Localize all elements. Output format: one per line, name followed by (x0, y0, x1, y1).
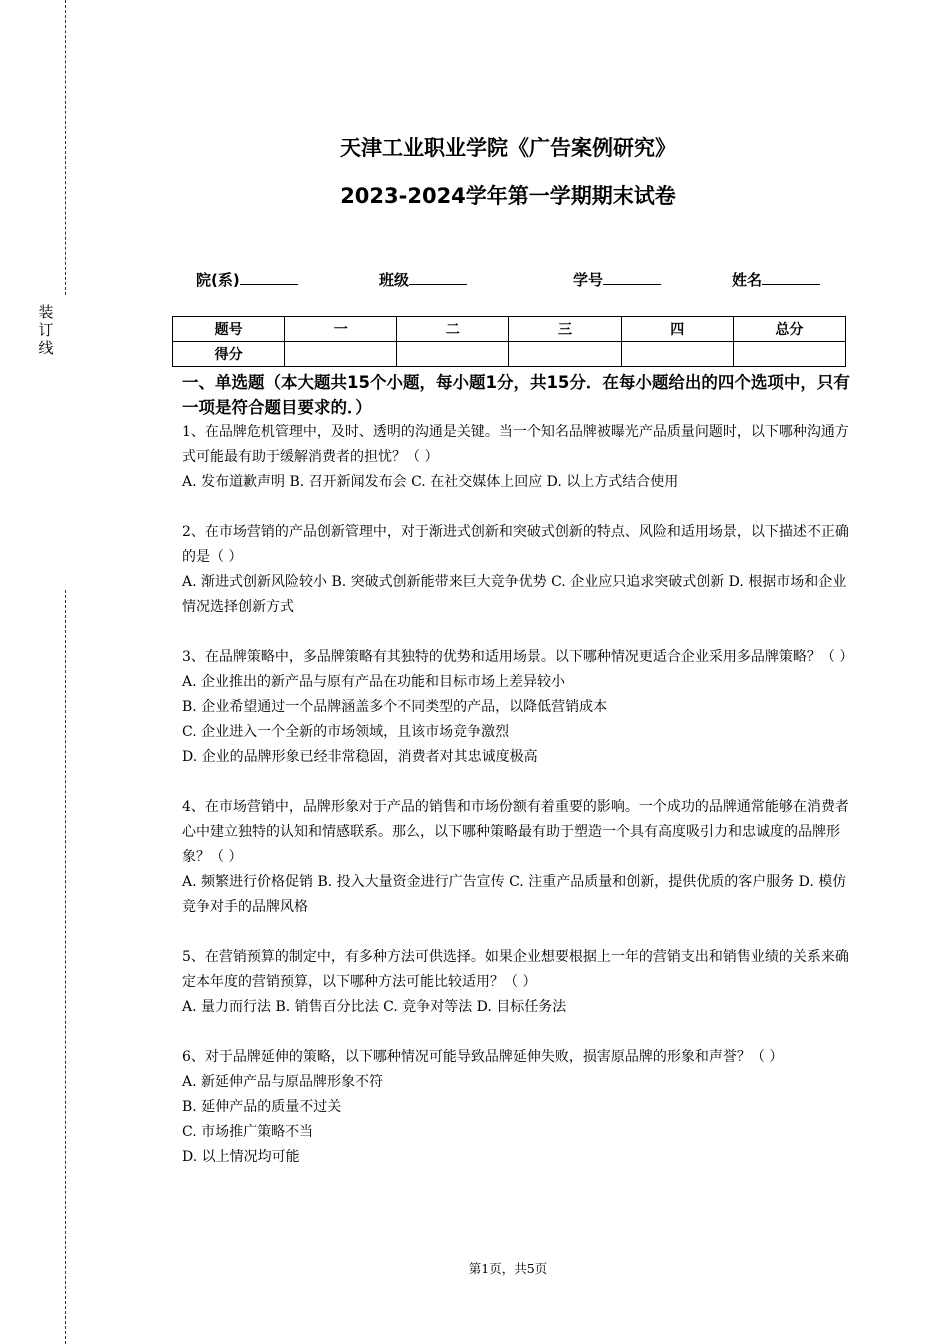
question-2 (182, 520, 852, 620)
score-table-column-header: 三 (509, 317, 621, 342)
question-option: B. 延伸产品的质量不过关 (182, 1099, 342, 1115)
student-id-field[interactable] (573, 268, 661, 290)
name-field[interactable] (732, 268, 820, 290)
score-table-column-header: 二 (397, 317, 509, 342)
score-table-column-header: 总分 (733, 317, 845, 342)
question-option: A. 新延伸产品与原品牌形象不符 (182, 1074, 384, 1090)
section-heading: 一、单选题（本大题共15个小题，每小题1分，共15分．在每小题给出的四个选项中，只有一项是符合题目要求的．） (182, 373, 850, 417)
name-blank[interactable] (762, 268, 820, 285)
score-cell[interactable] (621, 342, 733, 367)
score-table-row-header: 得分 (173, 342, 285, 367)
class-field[interactable] (379, 268, 467, 290)
score-table-header-row (173, 317, 846, 342)
question-option: A. 企业推出的新产品与原有产品在功能和目标市场上差异较小 (182, 674, 566, 690)
score-cell[interactable] (285, 342, 397, 367)
binding-char: 装 (38, 303, 54, 321)
question-3 (182, 645, 852, 770)
score-cell[interactable] (397, 342, 509, 367)
question-stem: 4、在市场营销中，品牌形象对于产品的销售和市场份额有着重要的影响。一个成功的品牌通常能够在消费者心中建立独特的认知和情感联系。那么，以下哪种策略最有助于塑造一个具有高度吸引力和忠诚度的品牌形象？（ ） (182, 799, 849, 865)
binding-label (36, 303, 56, 357)
question-options: A. 频繁进行价格促销 B. 投入大量资金进行广告宣传 C. 注重产品质量和创新，提供优质的客户服务 D. 模仿竞争对手的品牌风格 (182, 874, 847, 915)
question-option: C. 企业进入一个全新的市场领域，且该市场竞争激烈 (182, 724, 510, 740)
department-label: 院(系) (196, 271, 240, 289)
question-stem: 3、在品牌策略中，多品牌策略有其独特的优势和适用场景。以下哪种情况更适合企业采用多品牌策略？（ ） (182, 649, 854, 665)
exam-title-line1: 天津工业职业学院《广告案例研究》 (340, 136, 676, 160)
class-blank[interactable] (409, 268, 467, 285)
page-footer: 第1页，共5页 (468, 1261, 548, 1276)
score-table-score-row (173, 342, 846, 367)
question-options: A. 渐进式创新风险较小 B. 突破式创新能带来巨大竞争优势 C. 企业应只追求突破式创新 D. 根据市场和企业情况选择创新方式 (182, 574, 847, 615)
question-stem: 5、在营销预算的制定中，有多种方法可供选择。如果企业想要根据上一年的营销支出和销售业绩的关系来确定本年度的营销预算，以下哪种方法可能比较适用？（ ） (182, 949, 849, 990)
question-option: D. 以上情况均可能 (182, 1149, 300, 1165)
question-6 (182, 1045, 852, 1170)
department-blank[interactable] (240, 268, 298, 285)
name-label: 姓名 (732, 271, 763, 289)
binding-char: 订 (38, 321, 54, 339)
question-options: A. 量力而行法 B. 销售百分比法 C. 竞争对等法 D. 目标任务法 (182, 999, 567, 1015)
student-id-label: 学号 (573, 271, 604, 289)
exam-title-line2: 2023-2024学年第一学期期末试卷 (340, 184, 676, 208)
exam-content (182, 370, 852, 1170)
class-label: 班级 (379, 271, 410, 289)
score-table-column-header: 一 (285, 317, 397, 342)
score-cell[interactable] (509, 342, 621, 367)
score-table-column-header: 四 (621, 317, 733, 342)
student-id-blank[interactable] (603, 268, 661, 285)
question-option: B. 企业希望通过一个品牌涵盖多个不同类型的产品，以降低营销成本 (182, 699, 608, 715)
department-field[interactable] (196, 268, 298, 290)
question-option: D. 企业的品牌形象已经非常稳固，消费者对其忠诚度极高 (182, 749, 538, 765)
question-5 (182, 945, 852, 1020)
question-1 (182, 420, 852, 495)
score-cell[interactable] (733, 342, 845, 367)
question-option: C. 市场推广策略不当 (182, 1124, 314, 1140)
student-info-row (0, 268, 950, 292)
score-table (172, 316, 846, 367)
question-4 (182, 795, 852, 920)
question-options: A. 发布道歉声明 B. 召开新闻发布会 C. 在社交媒体上回应 D. 以上方式结合使用 (182, 474, 679, 490)
score-table-row-header: 题号 (173, 317, 285, 342)
question-stem: 6、对于品牌延伸的策略，以下哪种情况可能导致品牌延伸失败，损害原品牌的形象和声誉？（ ） (182, 1049, 784, 1065)
question-stem: 1、在品牌危机管理中，及时、透明的沟通是关键。当一个知名品牌被曝光产品质量问题时，以下哪种沟通方式可能最有助于缓解消费者的担忧？（ ） (182, 424, 849, 465)
question-stem: 2、在市场营销的产品创新管理中，对于渐进式创新和突破式创新的特点、风险和适用场景，以下描述不正确的是（ ） (182, 524, 849, 565)
binding-char: 线 (38, 339, 54, 357)
binding-dashed-line-bottom (65, 590, 66, 1344)
